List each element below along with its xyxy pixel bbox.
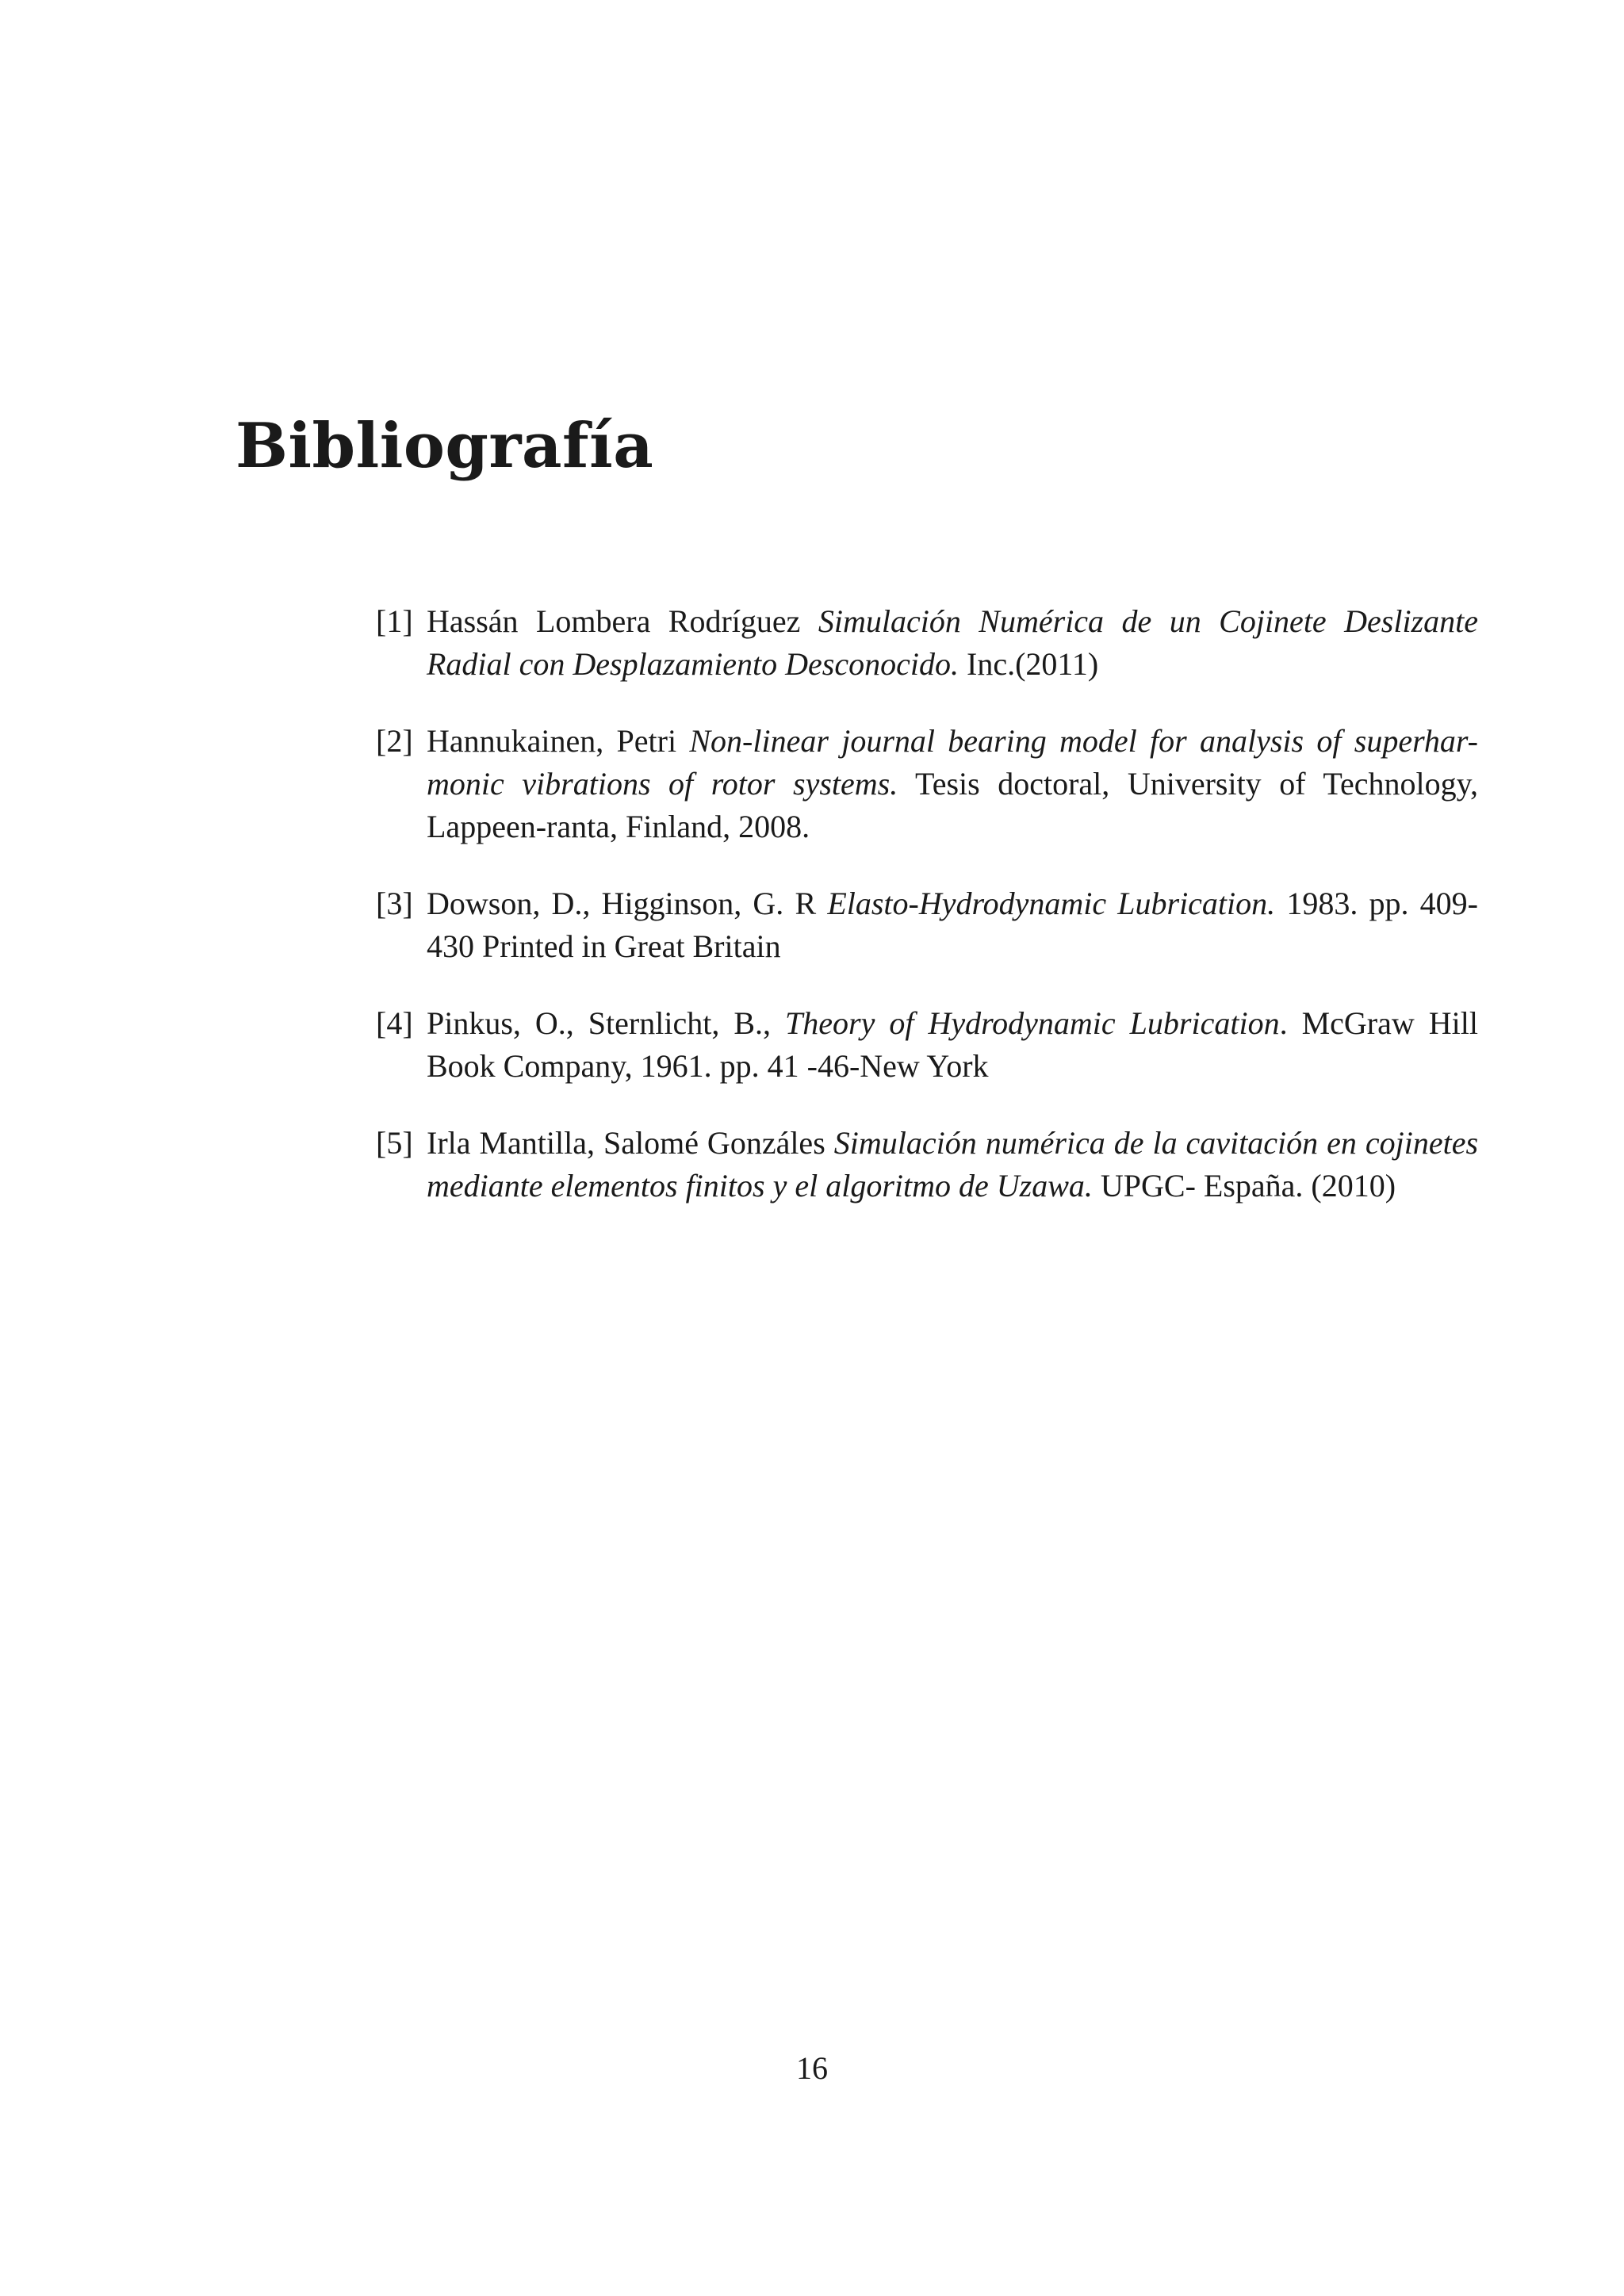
bib-label: [3] [376,886,413,921]
bib-entry [376,720,1478,848]
bib-authors: Dowson, D., Higginson, G. R [427,886,817,921]
bib-details: UPGC- España. (2010) [1100,1168,1396,1203]
bib-entry [376,1122,1478,1207]
bib-details: 1983. pp. 409-430 Printed in Great Britain [427,886,1478,964]
bib-entry [376,1002,1478,1088]
chapter-title: Bibliografía [236,410,654,482]
bib-label: [5] [376,1125,413,1161]
bib-title: Simulación Numérica de un Cojinete Deslizante Radial con Desplazamiento Desconocido. [427,603,1478,682]
bib-label: [1] [376,603,413,639]
bib-details: . McGraw Hill Book Company, 1961. pp. 41 -46-New York [427,1005,1478,1084]
bib-entry [376,882,1478,968]
bibliography-list [376,600,1478,1242]
bib-title: Theory of Hydrodynamic Lubrication [785,1005,1280,1041]
bib-title: Non-linear journal bearing model for analysis of superhar-monic vibrations of rotor systems. [427,723,1479,802]
bib-label: [2] [376,723,413,759]
bib-title: Elasto-Hydrodynamic Lubrication. [827,886,1276,921]
bib-authors: Hannukainen, Petri [427,723,677,759]
bib-details: Tesis doctoral, University of Technology, Lappeen-ranta, Finland, 2008. [427,766,1479,844]
page-number: 16 [796,2050,828,2086]
bib-title: Simulación numérica de la cavitación en cojinetes mediante elementos finitos y el algoritmo de Uzawa. [427,1125,1479,1203]
bib-authors: Irla Mantilla, Salomé Gonzáles [427,1125,825,1161]
bib-label: [4] [376,1005,413,1041]
bib-entry [376,600,1478,686]
bib-details: Inc.(2011) [967,646,1099,682]
bib-authors: Pinkus, O., Sternlicht, B., [427,1005,772,1041]
bib-authors: Hassán Lombera Rodríguez [427,603,801,639]
